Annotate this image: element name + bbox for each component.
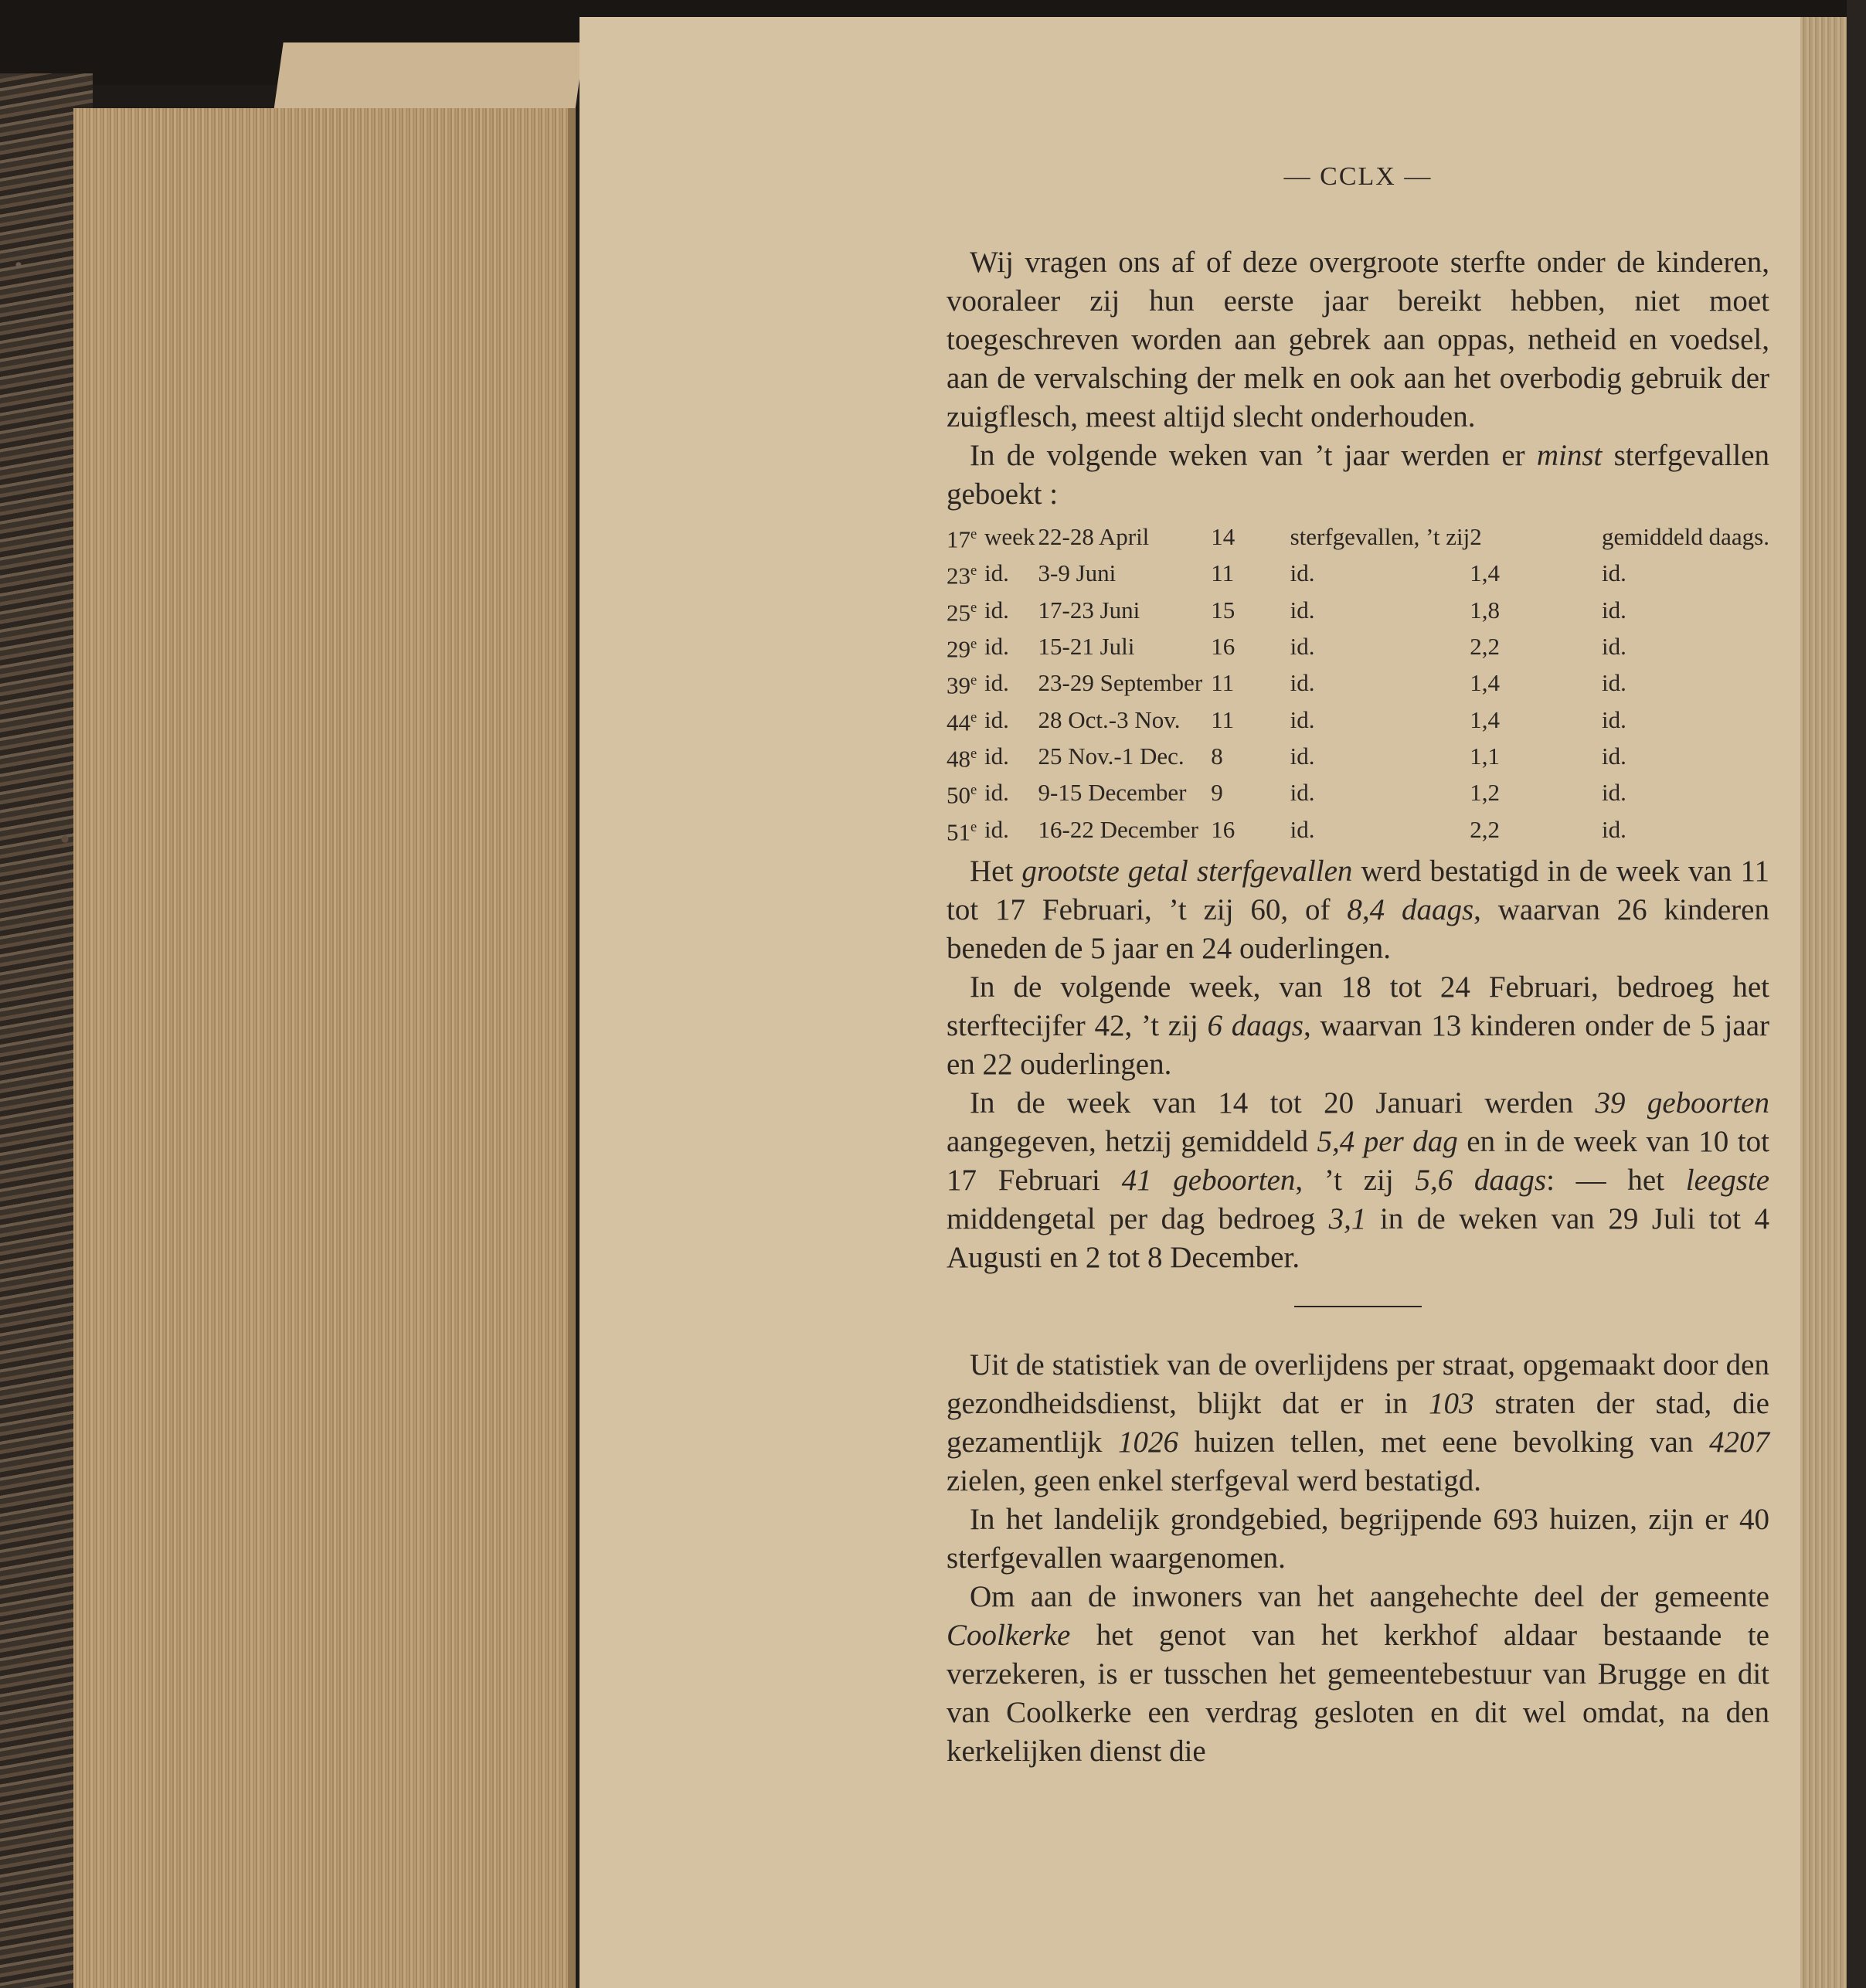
cell-average-label — [1602, 664, 1769, 701]
ordinal-text: 44 — [947, 708, 970, 736]
ordinal-suffix: e — [970, 745, 977, 762]
daily-average-text: 1,8 — [1470, 596, 1501, 624]
paragraph-3 — [947, 852, 1769, 968]
ordinal-text: 51 — [947, 817, 970, 845]
date-range-text: 28 Oct.-3 Nov. — [1038, 705, 1181, 733]
cell-date-range — [1038, 518, 1212, 555]
paragraph-6 — [947, 1346, 1769, 1500]
table-row — [947, 664, 1769, 701]
p6-t1: Uit de statistiek van de overlijdens per straat, opgemaakt door den gezondheidsdienst, blijkt dat er in — [947, 1347, 1769, 1420]
p5-e4: 5,6 daags — [1415, 1163, 1547, 1197]
cell-ordinal — [947, 664, 984, 701]
date-range-text: 17-23 Juni — [1038, 596, 1140, 624]
p6-t4: zielen, geen enkel sterfgeval werd bestatigd. — [947, 1463, 1481, 1497]
ordinal-text: 29 — [947, 635, 970, 663]
section-divider — [1294, 1306, 1422, 1307]
cell-average-label — [1602, 518, 1769, 555]
cell-date-range — [1038, 811, 1212, 848]
cell-average-label — [1602, 592, 1769, 628]
p5-e2: 5,4 per dag — [1317, 1124, 1458, 1158]
cell-week-label — [984, 774, 1038, 810]
cell-ordinal — [947, 702, 984, 738]
table-row — [947, 738, 1769, 774]
cell-week-label — [984, 811, 1038, 848]
average-label-text: id. — [1602, 705, 1626, 733]
paragraph-5 — [947, 1084, 1769, 1277]
p5-t3: en in de week van 10 tot 17 Februari — [947, 1124, 1769, 1197]
count-label-text: id. — [1290, 596, 1315, 624]
p5-e6: 3,1 — [1328, 1201, 1367, 1235]
ordinal-text: 50 — [947, 781, 970, 809]
cell-ordinal — [947, 774, 984, 810]
average-label-text: id. — [1602, 669, 1626, 697]
p3-e2: 8,4 daags — [1347, 892, 1474, 926]
cell-average-label — [1602, 555, 1769, 591]
cell-daily-average — [1470, 555, 1602, 591]
cell-count-label — [1290, 664, 1470, 701]
cell-count-label — [1290, 555, 1470, 591]
cell-daily-average — [1470, 738, 1602, 774]
daily-average-text: 1,4 — [1470, 559, 1501, 587]
paragraph-1: Wij vragen ons af of deze overgroote sterfte onder de kinderen, vooraleer zij hun eerste jaar bereikt hebben, niet moet toegeschreven worden aan gebrek aan oppas, netheid en voedsel, aan de vervalsching der melk en ook aan het overbodig gebruik der zuigflesch, meest altijd slecht onderhouden. — [947, 246, 1769, 433]
death-count-text: 8 — [1211, 743, 1223, 770]
week-label-text: id. — [984, 815, 1009, 843]
p4-t1: In de volgende week, van 18 tot 24 Februari, bedroeg het sterftecijfer 42, ’t zij — [947, 970, 1769, 1042]
p6-e2: 1026 — [1118, 1425, 1179, 1459]
death-count-text: 9 — [1211, 779, 1223, 807]
p5-t7: in de weken van 29 Juli tot 4 Augusti en 2 tot 8 December. — [947, 1201, 1769, 1274]
cell-daily-average — [1470, 628, 1602, 664]
paragraph-2-emphasis: minst — [1536, 439, 1603, 472]
paragraph-2 — [947, 437, 1769, 514]
cell-count-label — [1290, 774, 1470, 810]
cell-ordinal — [947, 628, 984, 664]
death-count-text: 11 — [1211, 559, 1235, 587]
book-cover-right — [1847, 0, 1866, 1988]
ordinal-text: 25 — [947, 598, 970, 626]
death-count-text: 16 — [1211, 815, 1236, 843]
daily-average-text: 2 — [1470, 523, 1482, 551]
cell-average-label — [1602, 702, 1769, 738]
count-label-text: id. — [1290, 559, 1315, 587]
date-range-text: 15-21 Juli — [1038, 633, 1135, 661]
cell-week-label — [984, 518, 1038, 555]
paragraph-7: In het landelijk grondgebied, begrijpende 693 huizen, zijn er 40 sterfgevallen waargenomen. — [947, 1502, 1769, 1575]
p4-e1: 6 daags — [1207, 1008, 1303, 1042]
cell-ordinal — [947, 555, 984, 591]
paragraph-8 — [947, 1578, 1769, 1771]
week-label-text: id. — [984, 559, 1009, 587]
ordinal-suffix: e — [970, 818, 977, 835]
count-label-text: id. — [1290, 743, 1315, 770]
average-label-text: id. — [1602, 633, 1626, 661]
daily-average-text: 2,2 — [1470, 815, 1501, 843]
count-label-text: id. — [1290, 633, 1315, 661]
cell-date-range — [1038, 628, 1212, 664]
cell-death-count — [1211, 592, 1290, 628]
cell-average-label — [1602, 811, 1769, 848]
cell-death-count — [1211, 811, 1290, 848]
daily-average-text: 1,2 — [1470, 779, 1501, 807]
daily-average-text: 1,4 — [1470, 669, 1501, 697]
cell-daily-average — [1470, 518, 1602, 555]
page-right-edge — [1800, 17, 1847, 1988]
cell-date-range — [1038, 774, 1212, 810]
count-label-text: id. — [1290, 669, 1315, 697]
p3-t3: , waarvan 26 kinderen beneden de 5 jaar en 24 ouderlingen. — [947, 892, 1769, 965]
table-row — [947, 555, 1769, 591]
p5-t1: In de week van 14 tot 20 Januari werden — [970, 1086, 1596, 1120]
ordinal-suffix: e — [970, 562, 977, 579]
cell-death-count — [1211, 555, 1290, 591]
p3-t1: Het — [970, 854, 1022, 888]
cell-daily-average — [1470, 592, 1602, 628]
p6-e1: 103 — [1429, 1386, 1474, 1420]
cell-death-count — [1211, 628, 1290, 664]
running-head: — CCLX — — [1283, 162, 1433, 191]
date-range-text: 3-9 Juni — [1038, 559, 1117, 587]
average-label-text: gemiddeld daags. — [1602, 523, 1769, 551]
table-row — [947, 702, 1769, 738]
cell-week-label — [984, 664, 1038, 701]
p8-t2: het genot van het kerkhof aldaar bestaande te verzekeren, is er tusschen het gemeentebestuur van Brugge en dit van Coolkerke een verdrag gesloten en dit wel omdat, na den kerkelijken dienst die — [947, 1618, 1769, 1768]
date-range-text: 22-28 April — [1038, 523, 1150, 551]
cell-average-label — [1602, 738, 1769, 774]
average-label-text: id. — [1602, 779, 1626, 807]
cell-daily-average — [1470, 774, 1602, 810]
death-count-text: 11 — [1211, 705, 1235, 733]
average-label-text: id. — [1602, 559, 1626, 587]
paragraph-4 — [947, 968, 1769, 1084]
week-label-text: id. — [984, 779, 1009, 807]
table-row — [947, 811, 1769, 848]
cell-date-range — [1038, 592, 1212, 628]
death-count-text: 11 — [1211, 669, 1235, 697]
week-label-text: week — [984, 523, 1035, 551]
death-count-text: 14 — [1211, 523, 1236, 551]
p3-t2: werd bestatigd in de week van 11 tot 17 Februari, ’t zij 60, of — [947, 854, 1770, 926]
cell-date-range — [1038, 664, 1212, 701]
ordinal-suffix: e — [970, 672, 977, 689]
week-label-text: id. — [984, 596, 1009, 624]
cell-death-count — [1211, 518, 1290, 555]
cell-average-label — [1602, 628, 1769, 664]
count-label-text: id. — [1290, 779, 1315, 807]
week-label-text: id. — [984, 669, 1009, 697]
daily-average-text: 2,2 — [1470, 633, 1501, 661]
p4-t2: , waarvan 13 kinderen onder de 5 jaar en 22 ouderlingen. — [947, 1008, 1769, 1081]
cell-death-count — [1211, 774, 1290, 810]
table-row — [947, 774, 1769, 810]
cell-week-label — [984, 628, 1038, 664]
p5-t5: : — het — [1546, 1163, 1686, 1197]
deaths-per-week-table — [947, 518, 1769, 848]
cell-week-label — [984, 702, 1038, 738]
cell-daily-average — [1470, 811, 1602, 848]
daily-average-text: 1,4 — [1470, 705, 1501, 733]
cell-count-label — [1290, 592, 1470, 628]
count-label-text: id. — [1290, 705, 1315, 733]
table-row — [947, 592, 1769, 628]
p6-e3: 4207 — [1708, 1425, 1769, 1459]
p5-t6: middengetal per dag bedroeg — [947, 1201, 1329, 1235]
ordinal-text: 48 — [947, 745, 970, 773]
ordinal-suffix: e — [970, 782, 977, 799]
week-label-text: id. — [984, 743, 1009, 770]
p5-e1: 39 geboorten — [1595, 1086, 1769, 1120]
ordinal-suffix: e — [970, 635, 977, 652]
week-label-text: id. — [984, 633, 1009, 661]
cell-count-label — [1290, 628, 1470, 664]
ordinal-text: 23 — [947, 562, 970, 590]
p5-t2: aangegeven, hetzij gemiddeld — [947, 1124, 1317, 1158]
p8-e1: Coolkerke — [947, 1618, 1071, 1652]
cell-daily-average — [1470, 702, 1602, 738]
cell-week-label — [984, 592, 1038, 628]
paragraph-2-text: In de volgende weken van ’t jaar werden er — [970, 439, 1537, 472]
page-block-edges — [73, 108, 576, 1988]
ordinal-text: 17 — [947, 525, 970, 553]
cell-death-count — [1211, 702, 1290, 738]
p6-t3: huizen tellen, met eene bevolking van — [1178, 1425, 1709, 1459]
cell-death-count — [1211, 738, 1290, 774]
cell-average-label — [1602, 774, 1769, 810]
cell-count-label — [1290, 702, 1470, 738]
count-label-text: id. — [1290, 815, 1315, 843]
p6-t2: straten der stad, die gezamentlijk — [947, 1386, 1769, 1459]
ordinal-text: 39 — [947, 671, 970, 699]
p3-e1: grootste getal sterfgevallen — [1021, 854, 1353, 888]
daily-average-text: 1,1 — [1470, 743, 1501, 770]
table-row — [947, 628, 1769, 664]
p5-e3: 41 geboorten — [1121, 1163, 1296, 1197]
date-range-text: 16-22 December — [1038, 815, 1198, 843]
table-row — [947, 518, 1769, 555]
cell-ordinal — [947, 518, 984, 555]
paragraph-2-text-end: sterfgevallen geboekt : — [947, 439, 1769, 511]
date-range-text: 23-29 September — [1038, 669, 1203, 697]
page-text — [947, 162, 1769, 1771]
cell-date-range — [1038, 738, 1212, 774]
ordinal-suffix: e — [970, 526, 977, 542]
average-label-text: id. — [1602, 743, 1626, 770]
p8-t1: Om aan de inwoners van het aangehechte deel der gemeente — [970, 1579, 1769, 1613]
p5-t4: , ’t zij — [1295, 1163, 1416, 1197]
page-block-top — [273, 42, 584, 116]
date-range-text: 9-15 December — [1038, 779, 1187, 807]
date-range-text: 25 Nov.-1 Dec. — [1038, 743, 1185, 770]
count-label-text: sterfgevallen, ’t zij — [1290, 523, 1470, 551]
average-label-text: id. — [1602, 596, 1626, 624]
ordinal-suffix: e — [970, 599, 977, 616]
cell-date-range — [1038, 702, 1212, 738]
cell-count-label — [1290, 811, 1470, 848]
cell-death-count — [1211, 664, 1290, 701]
cell-ordinal — [947, 592, 984, 628]
cell-count-label — [1290, 738, 1470, 774]
week-label-text: id. — [984, 705, 1009, 733]
death-count-text: 15 — [1211, 596, 1236, 624]
cell-week-label — [984, 555, 1038, 591]
cell-week-label — [984, 738, 1038, 774]
average-label-text: id. — [1602, 815, 1626, 843]
death-count-text: 16 — [1211, 633, 1236, 661]
cell-count-label — [1290, 518, 1470, 555]
cell-ordinal — [947, 811, 984, 848]
cell-daily-average — [1470, 664, 1602, 701]
cell-date-range — [1038, 555, 1212, 591]
ordinal-suffix: e — [970, 709, 977, 726]
p5-e5: leegste — [1685, 1163, 1770, 1197]
cell-ordinal — [947, 738, 984, 774]
